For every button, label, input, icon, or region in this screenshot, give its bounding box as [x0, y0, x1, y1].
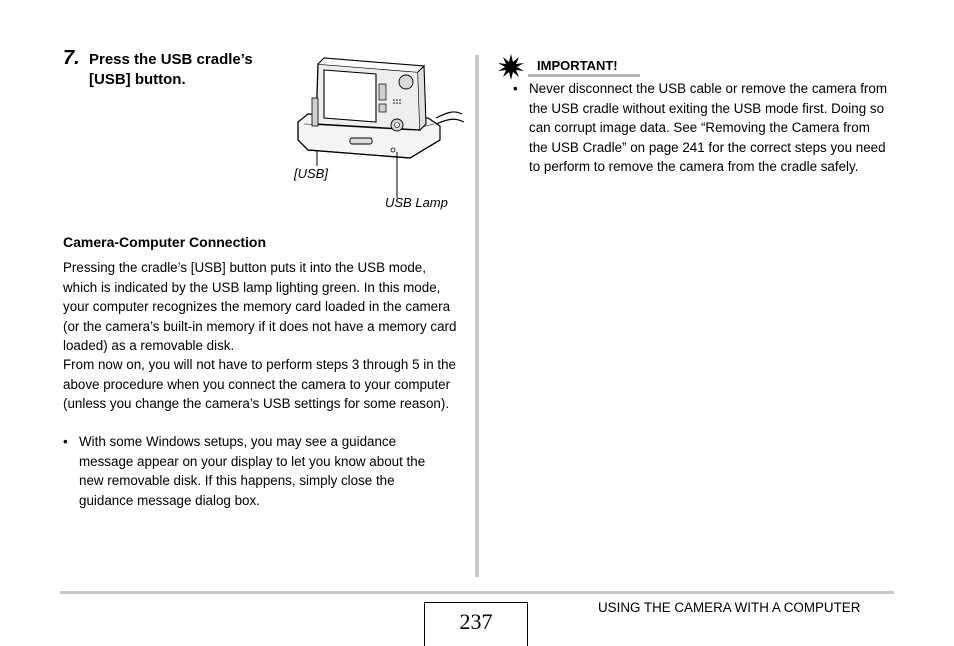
important-burst-icon [498, 54, 524, 80]
step-number: 7. [63, 47, 80, 69]
column-divider [475, 55, 479, 577]
step-instruction: Press the USB cradle’s [USB] button. [89, 51, 253, 88]
body-paragraph-2: From now on, you will not have to perform steps 3 through 5 in the above procedure when you connect the camera to your computer (unless you change the camera’s USB settings for some reason). [63, 357, 456, 411]
important-label: IMPORTANT! [537, 58, 618, 73]
important-text: Never disconnect the USB cable or remove the camera from the USB cradle without exiting the USB mode first. Doing so can corrupt image data. See “Removing the Camera from the USB Cradle” on page 241 for the correct steps you need to perform to remove the camera from the cradle safely. [529, 81, 887, 174]
usb-lamp-label: USB Lamp [385, 195, 448, 210]
bullet-text: With some Windows setups, you may see a guidance message appear on your display to let you know about the new removable disk. If this happens, simply close the guidance message dialog box. [79, 434, 426, 508]
usb-button-label: [USB] [294, 166, 328, 181]
bullet-glyph: • [513, 81, 518, 96]
section-title: Camera-Computer Connection [63, 234, 267, 250]
bullet-glyph: • [63, 434, 68, 449]
body-paragraph-1: Pressing the cradle’s [USB] button puts it into the USB mode, which is indicated by the USB lamp lighting green. In this mode, your computer recognizes the memory card loaded in the camera (or the camera’s built-in memory if it does not have a memory card loaded) as a removable disk. [63, 260, 457, 353]
page-number: 237 [424, 602, 528, 646]
important-underline [528, 74, 640, 77]
chapter-title: USING THE CAMERA WITH A COMPUTER [598, 600, 861, 615]
footer-rule [60, 591, 894, 594]
